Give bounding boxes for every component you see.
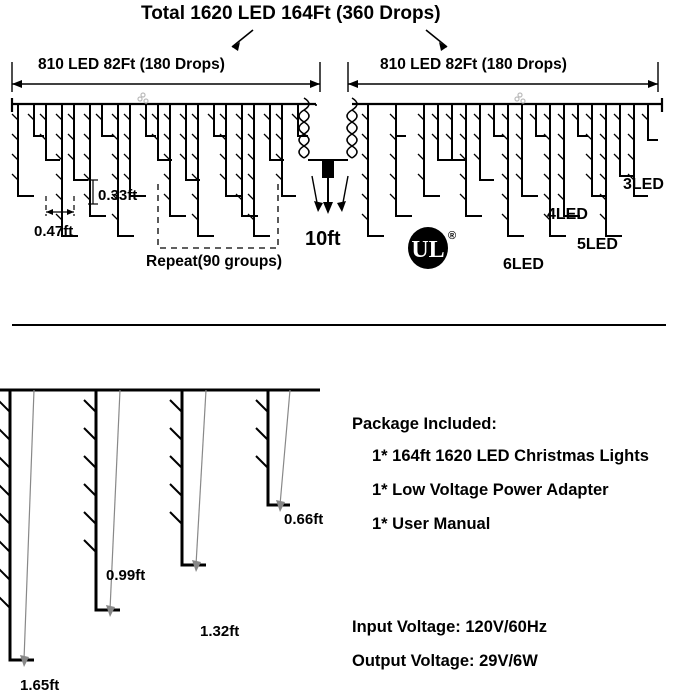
package-heading: Package Included: xyxy=(352,415,497,433)
right-segment-label: 810 LED 82Ft (180 Drops) xyxy=(380,56,567,73)
package-item-1: 1* 164ft 1620 LED Christmas Lights xyxy=(372,447,649,465)
detail-length-066: 0.66ft xyxy=(284,511,324,528)
detail-length-099: 0.99ft xyxy=(106,567,146,584)
ul-certification-mark xyxy=(406,226,458,270)
output-voltage-label: Output Voltage: 29V/6W xyxy=(352,652,538,670)
svg-text:UL: UL xyxy=(411,237,445,263)
left-segment-label: 810 LED 82Ft (180 Drops) xyxy=(38,56,225,73)
repeat-label: Repeat(90 groups) xyxy=(146,253,283,270)
detail-length-165: 1.65ft xyxy=(20,677,60,694)
diagram-title: Total 1620 LED 164Ft (360 Drops) xyxy=(141,3,441,24)
drop-label-3led: 3LED xyxy=(623,176,664,193)
lead-wire-length-label: 10ft xyxy=(305,228,341,250)
package-item-3: 1* User Manual xyxy=(372,515,491,533)
drop-label-6led: 6LED xyxy=(503,256,544,273)
package-item-2: 1* Low Voltage Power Adapter xyxy=(372,481,609,499)
detail-length-132: 1.32ft xyxy=(200,623,240,640)
ul-registered-symbol: ® xyxy=(448,230,457,242)
top-diagram-svg xyxy=(0,0,679,340)
input-voltage-label: Input Voltage: 120V/60Hz xyxy=(352,618,547,636)
horizontal-spacing-label: 0.47ft xyxy=(34,223,74,240)
drop-label-5led: 5LED xyxy=(577,236,618,253)
vertical-spacing-label: 0.33ft xyxy=(98,187,138,204)
drop-label-4led: 4LED xyxy=(547,206,588,223)
detail-diagram-svg xyxy=(0,360,340,700)
